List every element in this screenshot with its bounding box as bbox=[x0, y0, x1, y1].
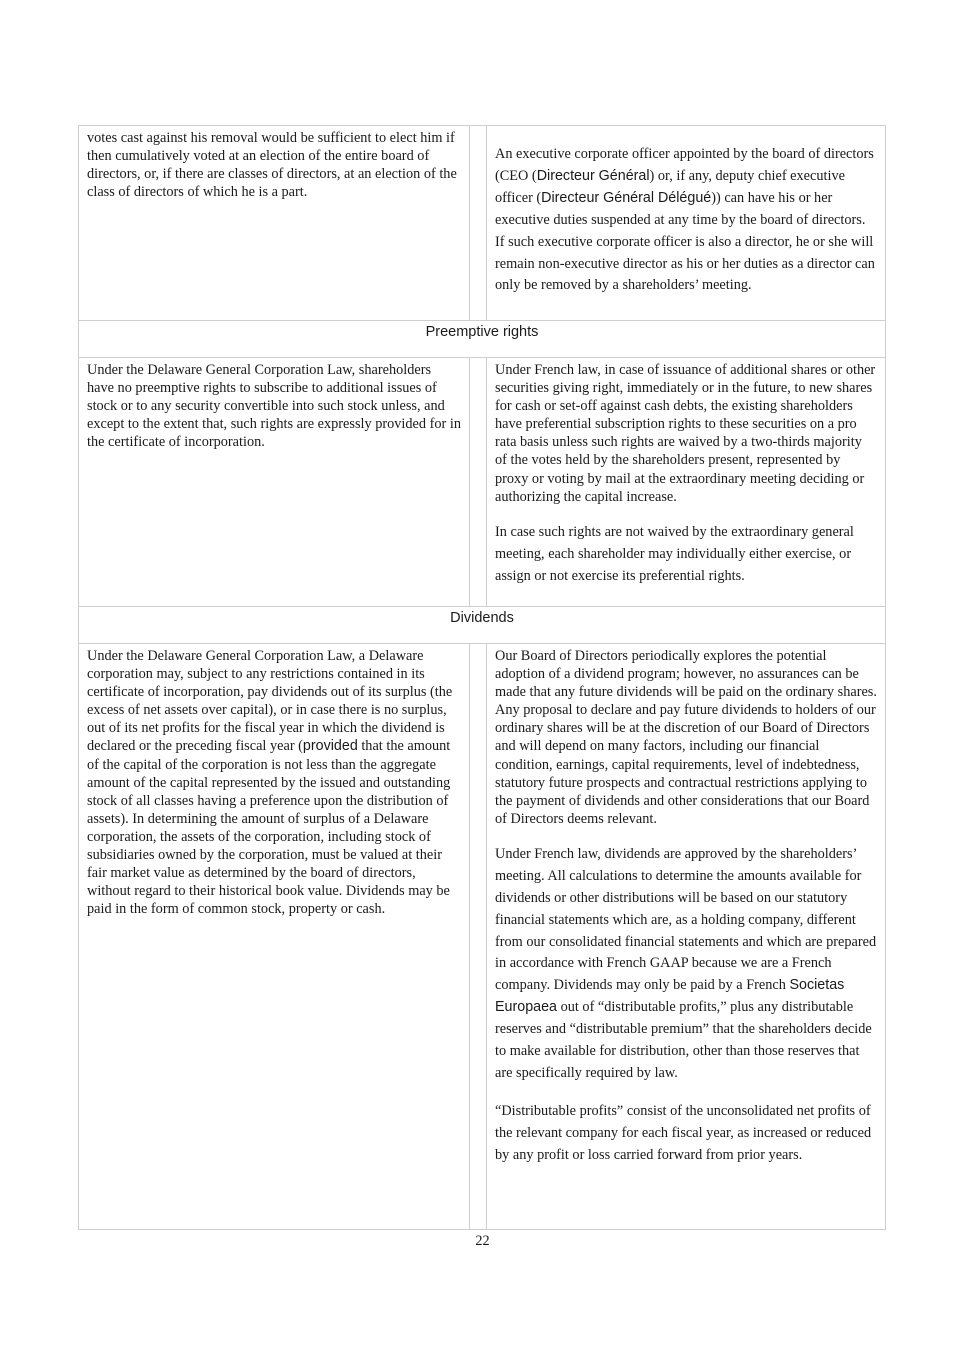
french-dividends-text bbox=[495, 844, 877, 1085]
french-removal-cell bbox=[487, 126, 885, 320]
term-societas-europaea: Societas Europaea bbox=[495, 977, 845, 1016]
text-span: An executive corporate officer appointed by the board of directors (CEO ( bbox=[495, 146, 874, 184]
table-row-removal bbox=[79, 126, 885, 321]
text-span: Under French law, dividends are approved by the shareholders’ meeting. All calculations to determine the amounts available for dividends or other distributions will be based on our statutory financial statements which are, as a holding company, different from our consolidated financial statements and which are prepared in accordance with French GAAP because we are a French company. Dividends may only be paid by a French bbox=[495, 845, 877, 994]
text-span: ) or, if any, deputy chief executive officer ( bbox=[495, 167, 845, 206]
section-heading-dividends bbox=[79, 607, 885, 644]
french-preemptive-text-2: In case such rights are not waived by the extraordinary general meeting, each shareholder may individually either exercise, or assign or not exercise its preferential rights. bbox=[495, 523, 854, 584]
term-directeur-general: Directeur Général bbox=[536, 167, 650, 184]
term-directeur-general-delegue: Directeur Général Délégué bbox=[541, 189, 712, 206]
french-removal-text bbox=[495, 144, 877, 297]
text-span: that the amount of the capital of the corporation is not less than the aggregate amount of the capital represented by the issued and outstanding stock of all classes having a preference upon the distribution of assets). In determining the amount of surplus of a Delaware corporation, the assets of the corporation, including stock of subsidiaries owned by the corporation, must be valued at their fair market value as determined by the board of directors, without regard to their historical book value. Dividends may be paid in the form of common stock, property or cash. bbox=[87, 738, 451, 918]
column-gap bbox=[469, 644, 487, 1229]
table-row-preemptive-rights bbox=[79, 358, 885, 607]
distributable-profits-text: “Distributable profits” consist of the unconsolidated net profits of the relevant company for each fiscal year, as increased or reduced by any profit or loss carried forward from prior years. bbox=[495, 1102, 872, 1163]
page-number: 22 bbox=[475, 1233, 490, 1249]
section-heading-text: Dividends bbox=[450, 610, 514, 626]
delaware-preemptive-cell bbox=[79, 358, 469, 606]
french-dividends-cell bbox=[487, 644, 885, 1229]
column-gap bbox=[469, 126, 487, 320]
text-span: out of “distributable profits,” plus any distributable reserves and “distributable premium” that the shareholders decide to make available for distribution, other than those reserves that are specifically required by law. bbox=[495, 999, 872, 1081]
dividend-program-text: Our Board of Directors periodically explores the potential adoption of a dividend program; however, no assurances can be made that any future dividends will be paid on the ordinary shares. Any proposal to declare and pay future dividends to holders of our ordinary shares will be at the discretion of our Board of Directors and will depend on many factors, including our financial condition, earnings, capital requirements, level of indebtedness, statutory future prospects and contractual restrictions applying to the payment of dividends and other considerations that our Board of Directors deems relevant. bbox=[495, 648, 877, 827]
column-gap bbox=[469, 358, 487, 606]
french-preemptive-cell bbox=[487, 358, 885, 606]
french-preemptive-text-1: Under French law, in case of issuance of additional shares or other securities giving right, immediately or in the future, to new shares for cash or set-off against cash debts, the existing shareholders have preferential subscription rights to these securities on a pro rata basis unless such rights are waived by a two-thirds majority of the votes held by the shareholders present, represented by proxy or voting by mail at the extraordinary meeting deciding or authorizing the capital increase. bbox=[495, 362, 876, 505]
section-heading-text: Preemptive rights bbox=[425, 324, 539, 340]
text-span: )) can have his or her executive duties suspended at any time by the board of directors. If such executive corporate officer is also a director, he or she will remain non-executive director as his or her duties as a director can only be removed by a shareholders’ meeting. bbox=[495, 189, 875, 294]
delaware-preemptive-text: Under the Delaware General Corporation Law, shareholders have no preemptive rights to subscribe to additional issues of stock or to any security convertible into such stock unless, and except to the extent that, such rights are expressly provided for in the certificate of incorporation. bbox=[87, 362, 461, 451]
delaware-removal-text: votes cast against his removal would be sufficient to elect him if then cumulatively voted at an election of the entire board of directors, or, if there are classes of directors, at an election of the class of directors of which he is a part. bbox=[87, 130, 457, 201]
delaware-removal-cell bbox=[79, 126, 469, 320]
term-provided: provided bbox=[302, 738, 358, 755]
text-span: Under the Delaware General Corporation Law, a Delaware corporation may, subject to any restrictions contained in its certificate of incorporation, pay dividends out of its surplus (the excess of net assets over capital), or in case there is no surplus, out of its net profits for the fiscal year in which the dividend is declared or the preceding fiscal year ( bbox=[87, 648, 453, 755]
delaware-dividends-cell bbox=[79, 644, 469, 1229]
table-row-dividends bbox=[79, 644, 885, 1229]
delaware-dividends-text bbox=[87, 647, 461, 918]
comparison-table bbox=[78, 125, 886, 1230]
section-heading-preemptive-rights bbox=[79, 321, 885, 358]
